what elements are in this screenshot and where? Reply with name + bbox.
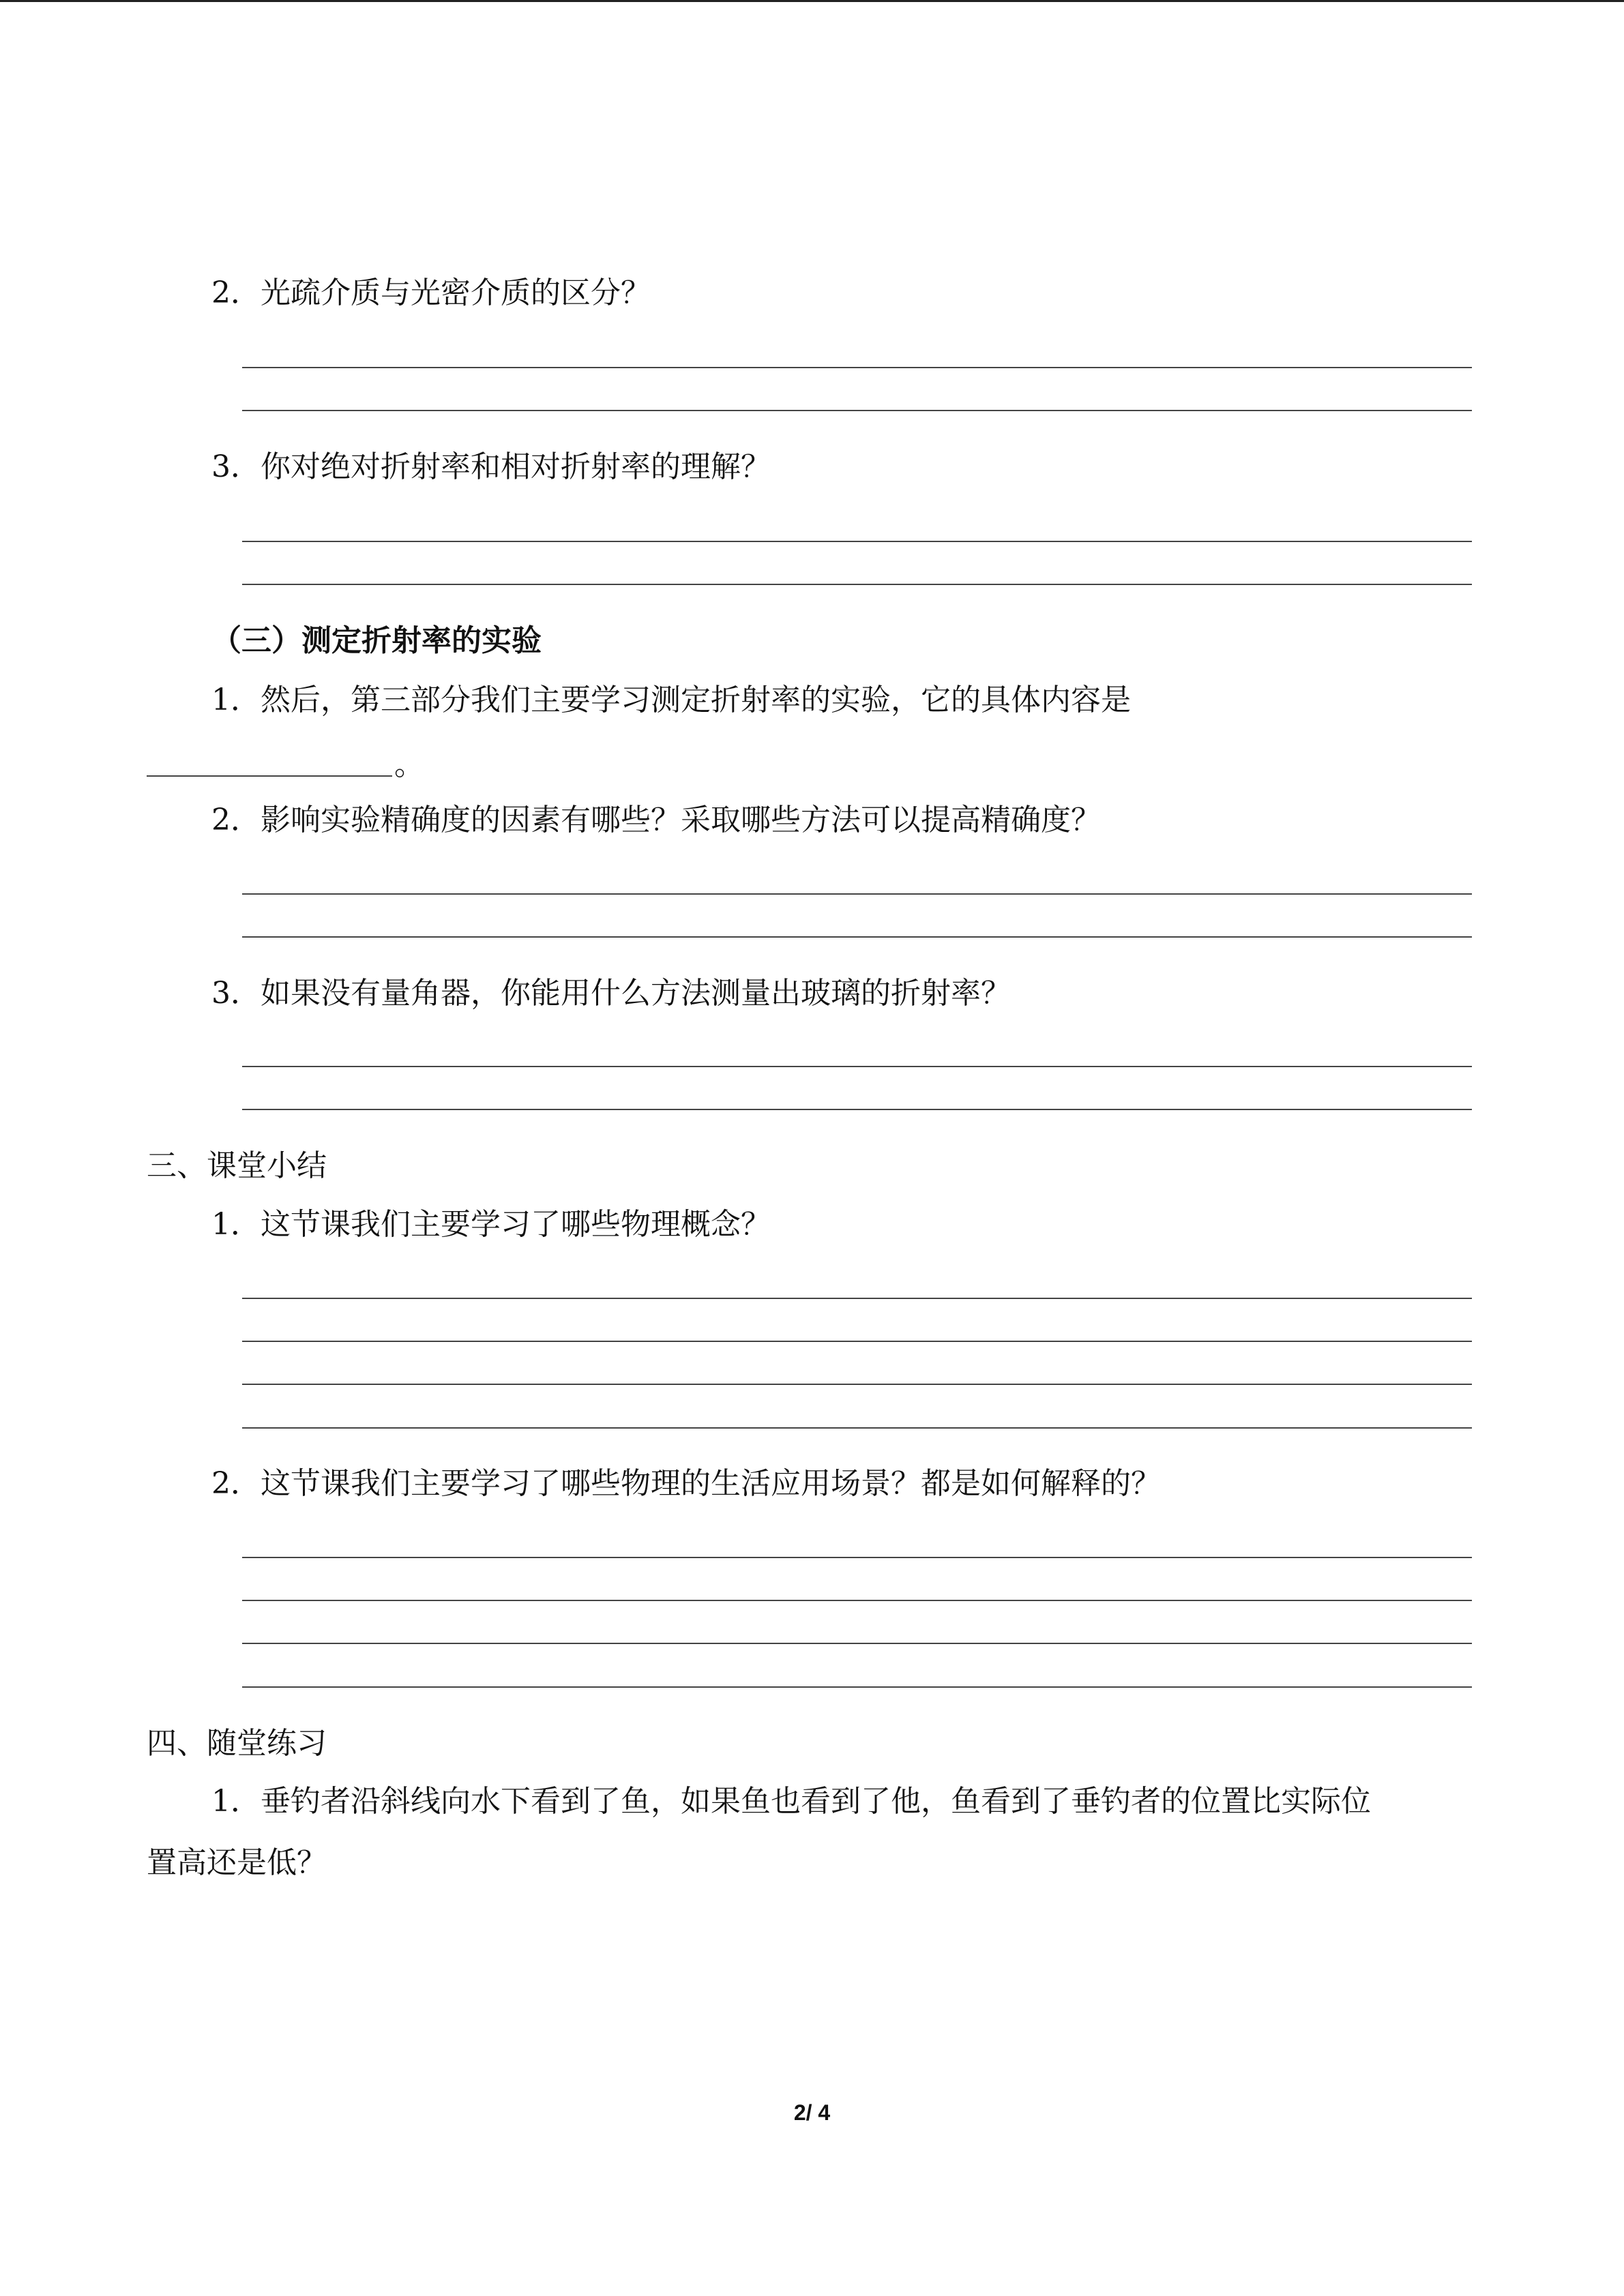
answer-line[interactable] bbox=[242, 1066, 1472, 1067]
summary-question-2: 2．这节课我们主要学习了哪些物理的生活应用场景？都是如何解释的？ bbox=[211, 1466, 1161, 1501]
answer-line[interactable] bbox=[242, 367, 1472, 368]
answer-line[interactable] bbox=[242, 1298, 1472, 1299]
section-heading-practice: 四、随堂练习 bbox=[147, 1726, 327, 1761]
fill-blank-line[interactable] bbox=[147, 775, 392, 777]
answer-line[interactable] bbox=[242, 584, 1472, 585]
answer-line[interactable] bbox=[242, 1643, 1472, 1644]
question-2-light-media: 2．光疏介质与光密介质的区分？ bbox=[211, 275, 651, 310]
question-1-experiment-content: 1．然后，第三部分我们主要学习测定折射率的实验，它的具体内容是 bbox=[211, 683, 1131, 717]
question-3-no-protractor: 3．如果没有量角器，你能用什么方法测量出玻璃的折射率？ bbox=[211, 976, 1011, 1011]
answer-line[interactable] bbox=[242, 893, 1472, 895]
answer-line[interactable] bbox=[242, 541, 1472, 542]
answer-line[interactable] bbox=[242, 1600, 1472, 1601]
answer-line[interactable] bbox=[242, 410, 1472, 411]
page-top-border bbox=[0, 0, 1624, 2]
section-heading-summary: 三、课堂小结 bbox=[147, 1148, 327, 1183]
section-heading-experiment: （三）测定折射率的实验 bbox=[211, 623, 542, 658]
answer-line[interactable] bbox=[242, 1384, 1472, 1385]
answer-line[interactable] bbox=[242, 1557, 1472, 1558]
practice-question-1-line1: 1．垂钓者沿斜线向水下看到了鱼，如果鱼也看到了他，鱼看到了垂钓者的位置比实际位 bbox=[211, 1784, 1371, 1819]
practice-question-1-line2: 置高还是低？ bbox=[147, 1845, 327, 1880]
answer-line[interactable] bbox=[242, 1427, 1472, 1429]
answer-line[interactable] bbox=[242, 1109, 1472, 1110]
answer-line[interactable] bbox=[242, 1341, 1472, 1342]
fill-blank-period: 。 bbox=[394, 747, 424, 782]
answer-line[interactable] bbox=[242, 936, 1472, 938]
summary-question-1: 1．这节课我们主要学习了哪些物理概念？ bbox=[211, 1207, 771, 1242]
question-2-accuracy: 2．影响实验精确度的因素有哪些？采取哪些方法可以提高精确度？ bbox=[211, 803, 1101, 837]
question-3-refractive-index: 3．你对绝对折射率和相对折射率的理解？ bbox=[211, 449, 771, 484]
answer-line[interactable] bbox=[242, 1686, 1472, 1688]
page-number: 2/ 4 bbox=[793, 2100, 831, 2125]
